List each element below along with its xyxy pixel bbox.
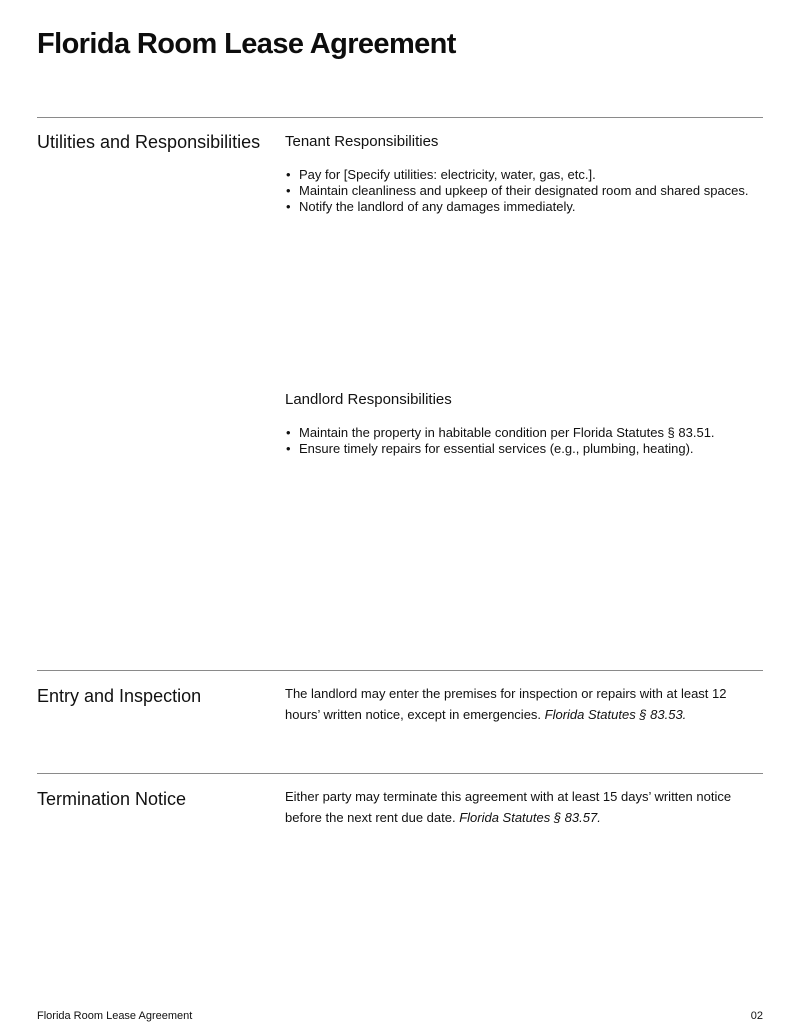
list-item: • Notify the landlord of any damages immediately. xyxy=(285,199,749,215)
termination-section-text xyxy=(285,786,763,828)
footer-page-number: 02 xyxy=(750,1010,763,1022)
landlord-responsibilities-list xyxy=(285,425,715,457)
entry-section-heading: Entry and Inspection xyxy=(37,686,202,706)
tenant-responsibilities-list xyxy=(285,167,749,215)
termination-citation: Florida Statutes § 83.57. xyxy=(459,810,601,825)
list-item: • Pay for [Specify utilities: electricity, water, gas, etc.]. xyxy=(285,167,749,183)
section-divider xyxy=(37,773,763,774)
termination-section-heading: Termination Notice xyxy=(37,789,187,809)
list-item: • Maintain the property in habitable condition per Florida Statutes § 83.51. xyxy=(285,425,715,441)
list-item: • Maintain cleanliness and upkeep of their designated room and shared spaces. xyxy=(285,183,749,199)
entry-body: The landlord may enter the premises for inspection or repairs with at least 12 hours’ written notice, except in emergencies. xyxy=(285,686,727,722)
list-item: • Ensure timely repairs for essential services (e.g., plumbing, heating). xyxy=(285,441,715,457)
termination-body: Either party may terminate this agreement with at least 15 days’ written notice before the next rent due date. xyxy=(285,789,732,825)
page-title: Florida Room Lease Agreement xyxy=(37,28,456,60)
tenant-responsibilities-heading: Tenant Responsibilities xyxy=(285,133,439,150)
entry-citation: Florida Statutes § 83.53. xyxy=(544,707,687,722)
utilities-section-heading: Utilities and Responsibilities xyxy=(37,132,261,152)
section-divider xyxy=(37,117,763,118)
entry-section-text xyxy=(285,683,763,725)
section-divider xyxy=(37,670,763,671)
landlord-responsibilities-heading: Landlord Responsibilities xyxy=(285,391,452,408)
footer-document-name: Florida Room Lease Agreement xyxy=(37,1010,193,1022)
